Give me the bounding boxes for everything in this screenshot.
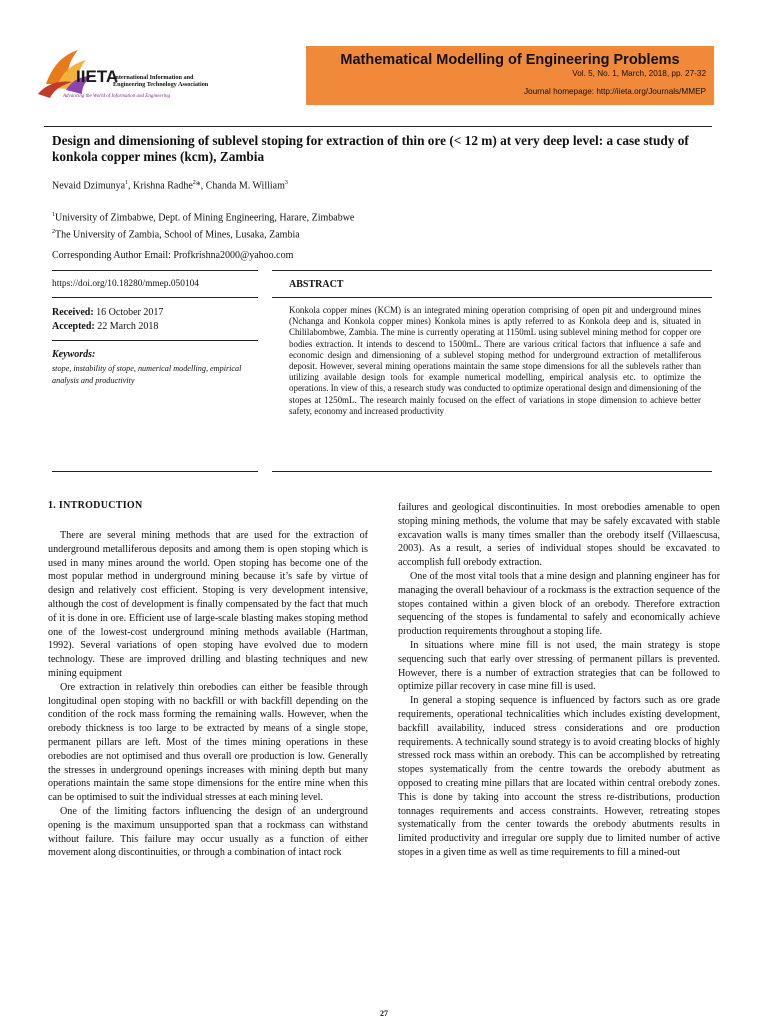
affiliation-2-num: 2 (52, 229, 55, 236)
logo-org (113, 74, 263, 88)
received-date (52, 307, 163, 318)
logo-org-line1: International Information and (113, 74, 194, 81)
page-number: 27 (380, 1009, 388, 1018)
author-2-sup: 2 (192, 180, 196, 186)
affiliation-2-text: The University of Zambia, School of Mines, Lusaka, Zambia (55, 229, 300, 241)
affiliations (52, 208, 354, 243)
abstract-divider (272, 297, 712, 298)
keywords-list: stope, instability of stope, numerical modelling, empirical analysis and productivity (52, 364, 242, 385)
author-2: , Krishna Radhe (128, 180, 193, 192)
paragraph: Ore extraction in relatively thin orebodies can either be feasible through longitudinal open stoping with no backfill or with backfill depending on the condition of the rock mass forming the remaining walls. However, when the orebody thickness is too large to be extracted by means of a single stope, permanent pillars are left. Most of the times mining operations in these orebodies are not optimised and thus overall ore production is low. Generally the stresses in underground openings increases with mining depth but many operations maintain the same stope dimensions for the entire mine when this can be optimised to suit the individual stresses at each mining level. (48, 681, 368, 804)
paper-title: Design and dimensioning of sublevel stoping for extraction of thin ore (< 12 m) at very deep level: a case study of konkola copper mines (kcm), Zambia (52, 133, 689, 164)
journal-homepage[interactable]: Journal homepage: http://iieta.org/Journals/MMEP (523, 87, 706, 96)
accepted-value: 22 March 2018 (94, 321, 159, 332)
info-divider-doi (52, 297, 258, 298)
logo-org-line2: Engineering Technology Association (113, 81, 209, 88)
journal-volume: Vol. 5, No. 1, March, 2018, pp. 27-32 (572, 69, 706, 78)
info-divider-bottom-left (52, 471, 258, 472)
paragraph: failures and geological discontinuities. In most orebodies amenable to open stoping mining methods, the volume that may be safely excavated with stable excavation walls is many times smaller than the orebody itself (Villaescusa, 2003). As a result, a series of individual stopes should be excavated to accomplish full orebody extraction. (398, 502, 720, 569)
info-divider-top-right (272, 270, 712, 271)
affiliation-1-num: 1 (52, 212, 55, 218)
keywords-heading: Keywords: (52, 349, 96, 360)
received-label: Received: (52, 307, 94, 318)
logo-name: IIETA (76, 67, 119, 86)
body-left-column (48, 529, 368, 860)
header-divider (44, 126, 712, 127)
abstract-heading: ABSTRACT (289, 279, 344, 290)
author-3-sup: 3 (284, 180, 288, 186)
info-divider-dates (52, 340, 258, 341)
author-list (52, 180, 288, 191)
accepted-label: Accepted: (52, 321, 95, 332)
received-value: 16 October 2017 (93, 307, 164, 318)
paragraph: There are several mining methods that are used for the extraction of underground metalliferous deposits and among them is open stoping which is used in many mines around the world. Open stoping has become one of the most popular method in underground mining because it’s safe by virtue of design and relatively cost efficient. Stoping is very development intensive, although the cost of development is finally compensated by the fact that much of it is done in ore. Efficient use of large-scale blasting makes stoping method one of the lowest-cost underground mining methods available (Hartman, 1992). Several variations of open stoping have evolved due to modern technology. These are improved drilling and blasting techniques and new mining equipment (48, 530, 368, 679)
doi-link[interactable]: https://doi.org/10.18280/mmep.050104 (52, 279, 199, 289)
info-divider-top-left (52, 270, 258, 271)
info-divider-bottom-right (272, 471, 712, 472)
logo-tagline: Advancing the World of Information and Engineering (63, 94, 171, 99)
accepted-date (52, 321, 158, 332)
author-1-sup: 1 (125, 180, 129, 186)
paragraph: One of the limiting factors influencing the design of an underground opening is the maximum unsupported span that a rockmass can withstand without failure. This failure may occur usually as a function of either movement along discontinuities, or through a combination of intact rock (48, 805, 368, 859)
paragraph: In situations where mine fill is not used, the main strategy is stope sequencing such that early over stressing of permanent pillars is prevented. However, there is a number of extraction strategies that can be followed to optimize pillar recovery in case mine fill is used. (398, 639, 720, 693)
paragraph: In general a stoping sequence is influenced by factors such as ore grade requirements, operational technicalities which includes existing development, backfill availability, induced stress considerations and ore production requirements. A technically sound strategy is to avoid creating blocks of highly stressed rock mass within an orebody. This can be accomplished by retreating stopes systematically from the centre towards the orebody abutment as opposed to creating mine pillars that are located within central orebody zones. This is done by taking into account the stress re-distributions, production tonnages requirements and access constraints. However, retreating stopes systematically from the center towards the orebody abutments results in limited productivity and irregular ore supply due to limited number of active stopes in a given time as well as time requirements to fill a mined-out (398, 695, 720, 858)
section-heading-introduction: 1. INTRODUCTION (48, 500, 143, 511)
author-1: Nevaid Dzimunya (52, 180, 126, 192)
paragraph: One of the most vital tools that a mine design and planning engineer has for managing the overall behaviour of a rockmass is the extraction sequence of the stopes contained within a given block of an orebody. Therefore extraction sequencing of the stopes is fundamental to safely and economically achieve production requirements throughout a stoping life. (398, 570, 720, 638)
abstract-body: Konkola copper mines (KCM) is an integrated mining operation comprising of open pit and underground mines (Nchanga and Konkola copper mines) Konkola mines is aptly referred to as Konkola deep and is, situated in Chililabombwe, Zambia. The mine is currently operating at 1150mL using sublevel mining method for copper ore bodies extraction. It intends to descend to 1500mL. There are various critical factors that influence a safe and economic design and dimensioning of a sublevel stoping method for underground extraction of metalliferous deposit. However, several mining operations maintain the same stope dimensions for all the sublevels rather than utilizing available design tools for example numerical modelling, empirical analysis etc. to optimize the operations. In view of this, a research study was conducted to optimize operational design and dimensioning of the stopes at 1250mL. The research mainly focused on the effect of variations in stope dimension to achieve better safety, economy and increased productivity (289, 305, 701, 416)
author-3: *, Chanda M. William (195, 180, 285, 192)
affiliation-1 (52, 208, 354, 225)
affiliation-2 (52, 225, 354, 242)
body-right-column (398, 501, 720, 860)
affiliation-1-text: University of Zimbabwe, Dept. of Mining Engineering, Harare, Zimbabwe (55, 212, 355, 224)
corresponding-author[interactable]: Corresponding Author Email: Profkrishna2000@yahoo.com (52, 250, 294, 261)
journal-title: Mathematical Modelling of Engineering Problems (340, 52, 680, 68)
